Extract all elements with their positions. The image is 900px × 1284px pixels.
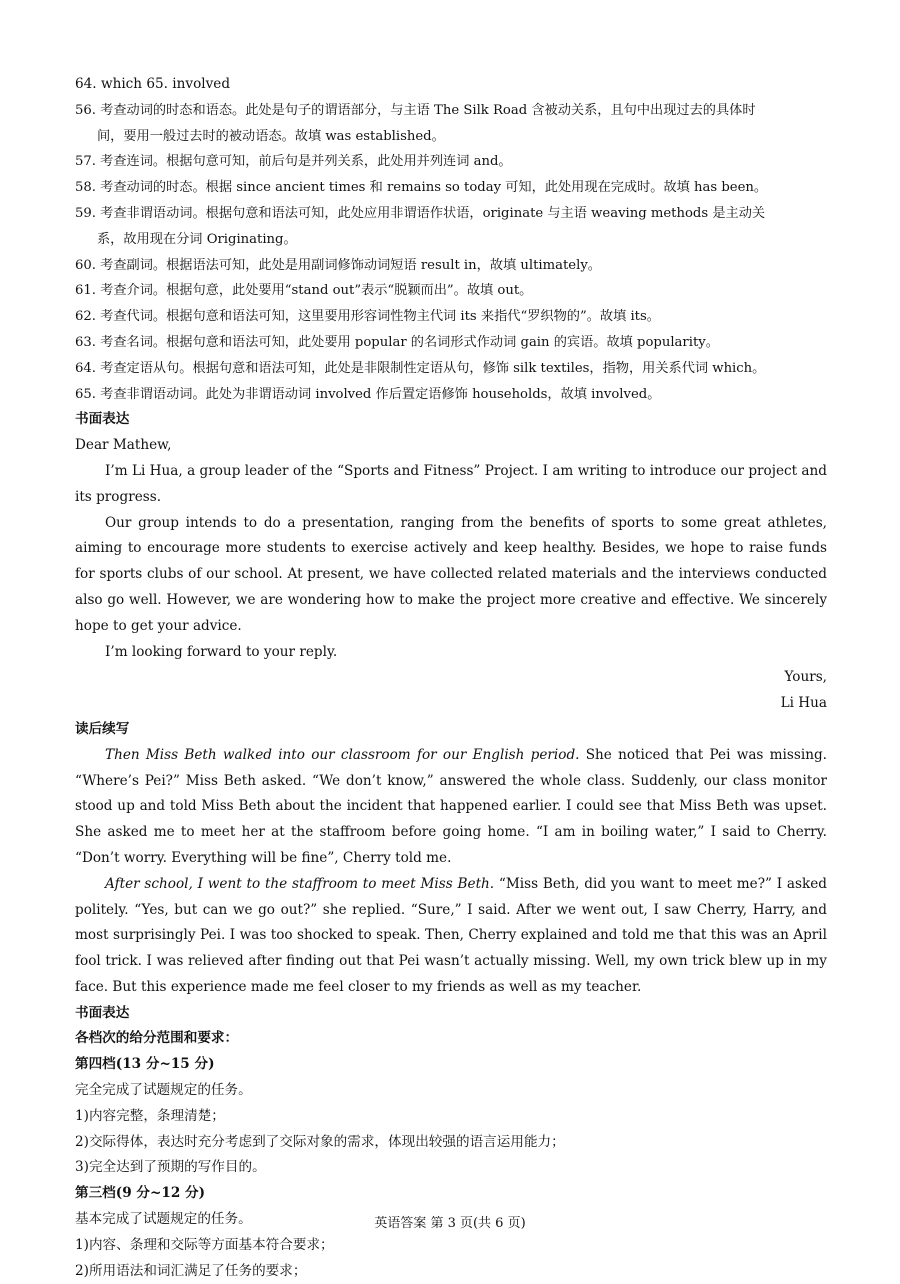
letter-paragraph: I’m looking forward to your reply.: [105, 643, 338, 660]
tier4-item: 2)交际得体，表达时充分考虑到了交际对象的需求，体现出较强的语言运用能力；: [75, 1133, 565, 1150]
explanation-62: 62. 考查代词。根据句意和语法可知，这里要用形容词性物主代词 its 来指代“罗织物的”。故填 its。: [75, 309, 660, 325]
explanation-61: 61. 考查介词。根据句意，此处要用“stand out”表示“脱颖而出”。故填 out。: [75, 283, 533, 299]
explanation-65: 65. 考查非谓语动词。此处为非谓语动词 involved 作后置定语修饰 households，故填 involved。: [75, 386, 661, 402]
letter-paragraph: Our group intends to do a presentation, ranging from the benefits of sports to some great athletes, aiming to encourage more students to exercise actively and keep healthy. Besides, we hope to raise funds for sports clubs of our school. At present, we have collected related materials and the interviews conducted also go well. However, we are wondering how to make the project more creative and effective. We sincerely hope to get your advice.: [75, 514, 827, 634]
tier4-item: 3)完全达到了预期的写作目的。: [75, 1159, 266, 1176]
letter-paragraph: I’m Li Hua, a group leader of the “Sports and Fitness” Project. I am writing to introduce our project and its progress.: [75, 462, 827, 505]
explanation-57: 57. 考查连词。根据句意可知，前后句是并列关系，此处用并列连词 and。: [75, 154, 512, 170]
explanation-56: 56. 考查动词的时态和语态。此处是句子的谓语部分，与主语 The Silk Road 含被动关系，且句中出现过去的具体时 间，要用一般过去时的被动语态。故填 was established。: [75, 102, 756, 144]
continuation-paragraph-1: Then Miss Beth walked into our classroom for our English period. She noticed that Pei was missing. “Where’s Pei?” Miss Beth asked. “We don’t know,” answered the whole class. Suddenly, our class monitor stood up and told Miss Beth about the incident that happened earlier. I could see that Miss Beth was upset. She asked me to meet her at the staffroom before going home. “I am in boiling water,” I said to Cherry. “Don’t worry. Everything will be fine”, Cherry told me.: [75, 746, 827, 866]
tier4-title: 第四档(13 分~15 分): [75, 1056, 215, 1073]
explanation-64: 64. 考查定语从句。根据句意和语法可知，此处是非限制性定语从句，修饰 silk textiles，指物，用关系代词 which。: [75, 360, 766, 376]
page-content: [75, 72, 827, 1284]
tier4-description: 完全完成了试题规定的任务。: [75, 1082, 252, 1099]
explanation-59: 59. 考查非谓语动词。根据句意和语法可知，此处应用非谓语作状语，originate 与主语 weaving methods 是主动关 系，故用现在分词 Originating。: [75, 205, 766, 247]
writing-heading: 书面表达: [75, 411, 130, 428]
letter-signature: Li Hua: [780, 695, 827, 712]
explanation-63: 63. 考查名词。根据句意和语法可知，此处要用 popular 的名词形式作动词 gain 的宾语。故填 popularity。: [75, 334, 719, 350]
page-footer: 英语答案 第 3 页(共 6 页): [374, 1216, 526, 1231]
continuation-paragraph-2: After school, I went to the staffroom to meet Miss Beth. “Miss Beth, did you want to meet me?” I asked politely. “Yes, but can we go out?” she replied. “Sure,” I said. After we went out, I saw Cherry, Harry, and most surprisingly Pei. I was too shocked to speak. Then, Cherry explained and told me that this was an April fool trick. I was relieved after finding out that Pei wasn’t actually missing. Well, my own trick blew up in my face. But this experience made me feel closer to my friends as well as my teacher.: [75, 875, 827, 995]
scoring-heading: 书面表达: [75, 1004, 130, 1021]
letter-salutation: Dear Mathew,: [75, 437, 172, 454]
scoring-subheading: 各档次的给分范围和要求：: [75, 1030, 239, 1047]
tier3-item: 1)内容、条理和交际等方面基本符合要求；: [75, 1236, 334, 1253]
answer-line-64-65: 64. which 65. involved: [75, 76, 231, 92]
letter-closing: Yours,: [784, 669, 827, 686]
tier3-description: 基本完成了试题规定的任务。: [75, 1211, 252, 1228]
explanation-60: 60. 考查副词。根据语法可知，此处是用副词修饰动词短语 result in，故填 ultimately。: [75, 257, 601, 273]
tier4-item: 1)内容完整，条理清楚；: [75, 1107, 225, 1124]
tier3-item: 2)所用语法和词汇满足了任务的要求；: [75, 1262, 307, 1279]
tier3-title: 第三档(9 分~12 分): [75, 1185, 206, 1202]
continuation-heading: 读后续写: [75, 720, 130, 737]
explanation-58: 58. 考查动词的时态。根据 since ancient times 和 remains so today 可知，此处用现在完成时。故填 has been。: [75, 180, 768, 196]
